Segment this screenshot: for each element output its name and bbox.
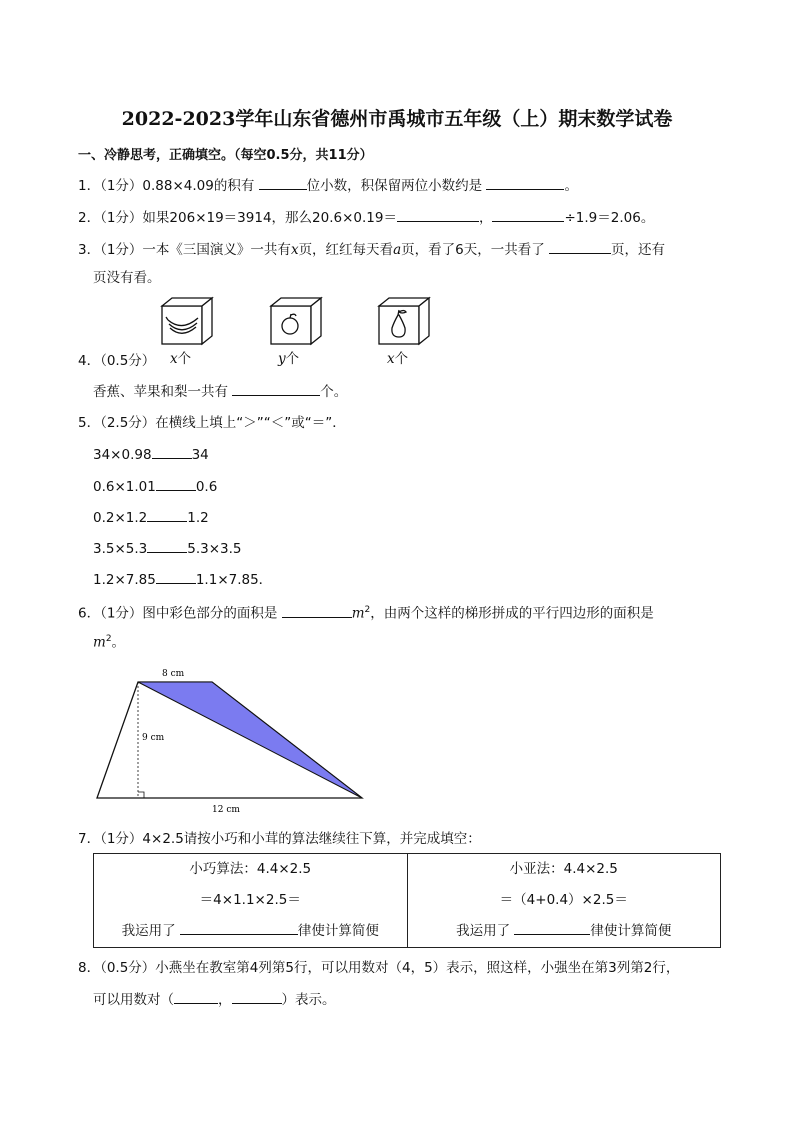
question-5: 5．（2.5分）在横线上填上“＞”“＜”或“＝”． (78, 415, 346, 431)
apple-box (269, 296, 325, 348)
answer-blank[interactable] (232, 989, 282, 1004)
page-title: 2022-2023学年山东省德州市禹城市五年级（上）期末数学试卷 (121, 108, 673, 130)
calc-right-cell: 小亚法：4.4×2.5 ＝（4+0.4）×2.5＝ 我运用了 律使计算简便 (407, 854, 721, 948)
answer-blank[interactable] (180, 920, 298, 935)
question-2: 2．（1分）如果206×19＝3914，那么20.6×0.19＝ ， ÷1.9＝2.06。 (78, 207, 654, 228)
answer-blank[interactable] (492, 207, 564, 222)
answer-blank[interactable] (397, 207, 479, 222)
fruit-label: x个 (387, 351, 409, 367)
fruit-label: y个 (278, 351, 300, 367)
answer-blank[interactable] (549, 239, 611, 254)
question-3: 3．（1分）一本《三国演义》一共有x页，红红每天看a页，看了6天，一共看了 页，还有 (78, 239, 665, 260)
question-3-line2: 页没有看。 (93, 270, 161, 286)
answer-blank[interactable] (514, 920, 590, 935)
answer-blank[interactable] (486, 175, 564, 190)
question-6-line2: $m^2$。 (93, 634, 126, 651)
answer-blank[interactable] (174, 989, 218, 1004)
question-7: 7．（1分）4×2.5请按小巧和小茸的算法继续往下算，并完成填空： (78, 831, 481, 847)
fruit-label: x个 (170, 351, 192, 367)
calc-table (93, 853, 721, 948)
bottom-length-label: 12 cm (212, 805, 240, 815)
compare-item: 0.6×1.01 0.6 (93, 476, 217, 497)
answer-blank[interactable] (156, 476, 196, 491)
answer-blank[interactable] (232, 381, 320, 396)
answer-blank[interactable] (147, 507, 187, 522)
answer-blank[interactable] (152, 444, 192, 459)
height-label: 9 cm (142, 733, 165, 743)
compare-item: 3.5×5.3 5.3×3.5 (93, 538, 242, 559)
question-8-line2: 可以用数对（ ， ）表示。 (93, 989, 336, 1010)
question-4-number: 4．（0.5分） (78, 353, 156, 369)
answer-blank[interactable] (259, 175, 307, 190)
question-6: 6．（1分）图中彩色部分的面积是 $m^2$，由两个这样的梯形拼成的平行四边形的面积是 (78, 600, 654, 624)
trapezoid-diagram (90, 662, 380, 818)
question-8: 8．（0.5分）小燕坐在教室第4列第5行，可以用数对（4，5）表示，照这样，小强坐在第3列第2行， (78, 960, 680, 976)
compare-item: 0.2×1.2 1.2 (93, 507, 209, 528)
banana-box (160, 296, 216, 348)
calc-left-cell: 小巧算法：4.4×2.5 ＝4×1.1×2.5＝ 我运用了 律使计算简便 (94, 854, 408, 948)
question-4: 香蕉、苹果和梨一共有 个。 (93, 381, 347, 402)
compare-item: 1.2×7.85 1.1×7.85． (93, 569, 272, 590)
pear-box (377, 296, 433, 348)
compare-item: 34×0.98 34 (93, 444, 209, 465)
answer-blank[interactable] (156, 569, 196, 584)
section-heading: 一、冷静思考，正确填空。（每空0.5分，共11分） (78, 148, 373, 163)
answer-blank[interactable] (282, 603, 352, 618)
answer-blank[interactable] (147, 538, 187, 553)
question-1: 1．（1分）0.88×4.09的积有 位小数，积保留两位小数约是 。 (78, 175, 578, 196)
top-length-label: 8 cm (162, 669, 185, 679)
